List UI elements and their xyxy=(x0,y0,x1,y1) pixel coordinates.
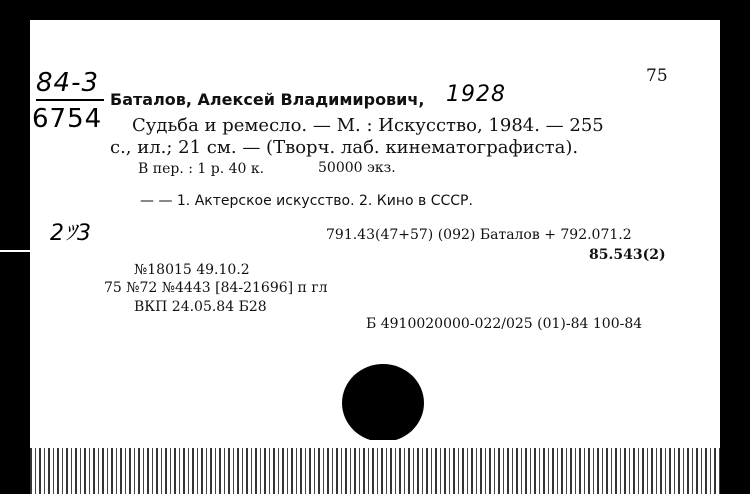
card-punch-hole xyxy=(342,364,424,442)
author-heading: Баталов, Алексей Владимирович, xyxy=(110,90,425,109)
tech-line-2: 75 №72 №4443 [84-21696] п гл xyxy=(104,280,328,296)
tech-line-1: №18015 49.10.2 xyxy=(134,262,250,278)
subject-headings: — — 1. Актерское искусство. 2. Кино в СССР. xyxy=(140,193,473,209)
tech-line-3: ВКП 24.05.84 Б28 xyxy=(134,299,267,315)
strip-top-margin xyxy=(30,440,720,448)
shelfmark-divider xyxy=(36,99,104,101)
bbk-code: 85.543(2) xyxy=(589,247,666,263)
card-number: 75 xyxy=(646,66,668,86)
print-run: 50000 экз. xyxy=(318,160,396,176)
handwritten-shelfmark-bottom: 6754 xyxy=(32,104,103,134)
handwritten-side-note: 2ﾂ3 xyxy=(50,221,92,246)
catalog-card xyxy=(30,20,720,494)
index-line: Б 4910020000-022/025 (01)-84 100-84 xyxy=(366,316,643,332)
handwritten-shelfmark-top: 84-3 xyxy=(36,68,100,98)
udc-code: 791.43(47+57) (092) Баталов + 792.071.2 xyxy=(326,227,632,243)
title-line-2: с., ил.; 21 см. — (Творч. лаб. кинематографиста). xyxy=(110,137,579,158)
edge-mark xyxy=(0,250,30,252)
title-line-1: Судьба и ремесло. — М. : Искусство, 1984. — 255 xyxy=(132,115,604,136)
scan-noise-strip xyxy=(30,440,720,494)
price-line: В пер. : 1 р. 40 к. xyxy=(138,161,265,177)
handwritten-year: 1928 xyxy=(446,82,506,107)
